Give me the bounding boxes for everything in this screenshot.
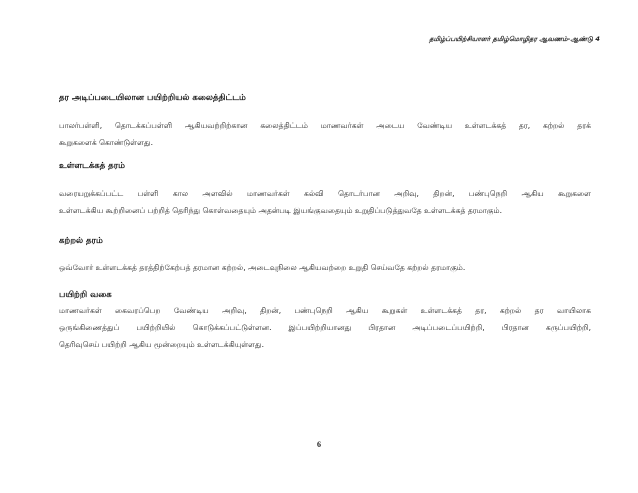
paragraph-line: ஒவ்வோர் உள்ளடக்கத் தரத்திற்கேற்பத் தரமான கற்றல், அடைவுநிலை ஆகியவற்றை உறுதி செய்வதே கற்றல் தரமாகும். xyxy=(59,263,466,272)
running-header: தமிழ்ப்பயிற்சியாளர் தமிழ்மொழிதர ஆவணம்-ஆண்டு 4 xyxy=(429,35,600,43)
paragraph-line: தெரிவுசெய் பயிற்றி ஆகிய மூன்றையும் உள்ளடக்கியுள்ளது. xyxy=(59,340,265,349)
section-heading-learning-standard: கற்றல் தரம் xyxy=(59,236,103,246)
section-heading-curriculum: தர அடிப்படையிலான பயிற்றியல் கலைத்திட்டம் xyxy=(59,93,246,103)
paragraph-line: பாலர்பள்ளி, தொடக்கப்பள்ளி ஆகியவற்றிற்கான கலைத்திட்டம் மாணவர்கள் அடைய வேண்டிய உள்ளடக்கத் தர, கற்றல் தரக் xyxy=(59,121,591,130)
paragraph-line: ஒருங்கிணைத்துப் பயிற்றியில் கொடுக்கப்பட்டுள்ளன. இப்பயிற்றியானது பிரதான அடிப்படைப்பயிற்றி, பிரதான கருப்பயிற்றி, xyxy=(59,323,591,332)
paragraph-line: மாணவர்கள் கைவரப்பெற வேண்டிய அறிவு, திறன், பண்புநெறி ஆகிய கூறுகள் உள்ளடக்கத் தர, கற்றல் தர வாயிலாக xyxy=(59,306,591,315)
section-paragraph-content-standard xyxy=(59,185,591,219)
section-heading-module-type: பயிற்றி வகை xyxy=(59,290,112,300)
paragraph-line: கூறுகளைக் கொண்டுள்ளது. xyxy=(59,138,154,147)
section-paragraph-module-type xyxy=(59,302,591,353)
section-paragraph-learning-standard xyxy=(59,259,591,276)
page-number: 6 xyxy=(317,440,321,449)
section-paragraph-curriculum xyxy=(59,117,591,151)
section-heading-content-standard: உள்ளடக்கத் தரம் xyxy=(59,161,125,171)
paragraph-line: உள்ளடக்கிய கூற்றினைப் பற்றித் தெரிந்து கொள்வதையும் அதன்படி இயங்குவதையும் உறுதிப்படுத்துவதே உள்ளடக்கத் தரமாகும். xyxy=(59,206,503,215)
paragraph-line: வரையறுக்கப்பட்ட பள்ளி கால அளவில் மாணவர்கள் கல்வி தொடர்பான அறிவு, திறன், பண்புநெறி ஆகிய கூறுகளை xyxy=(59,189,591,198)
